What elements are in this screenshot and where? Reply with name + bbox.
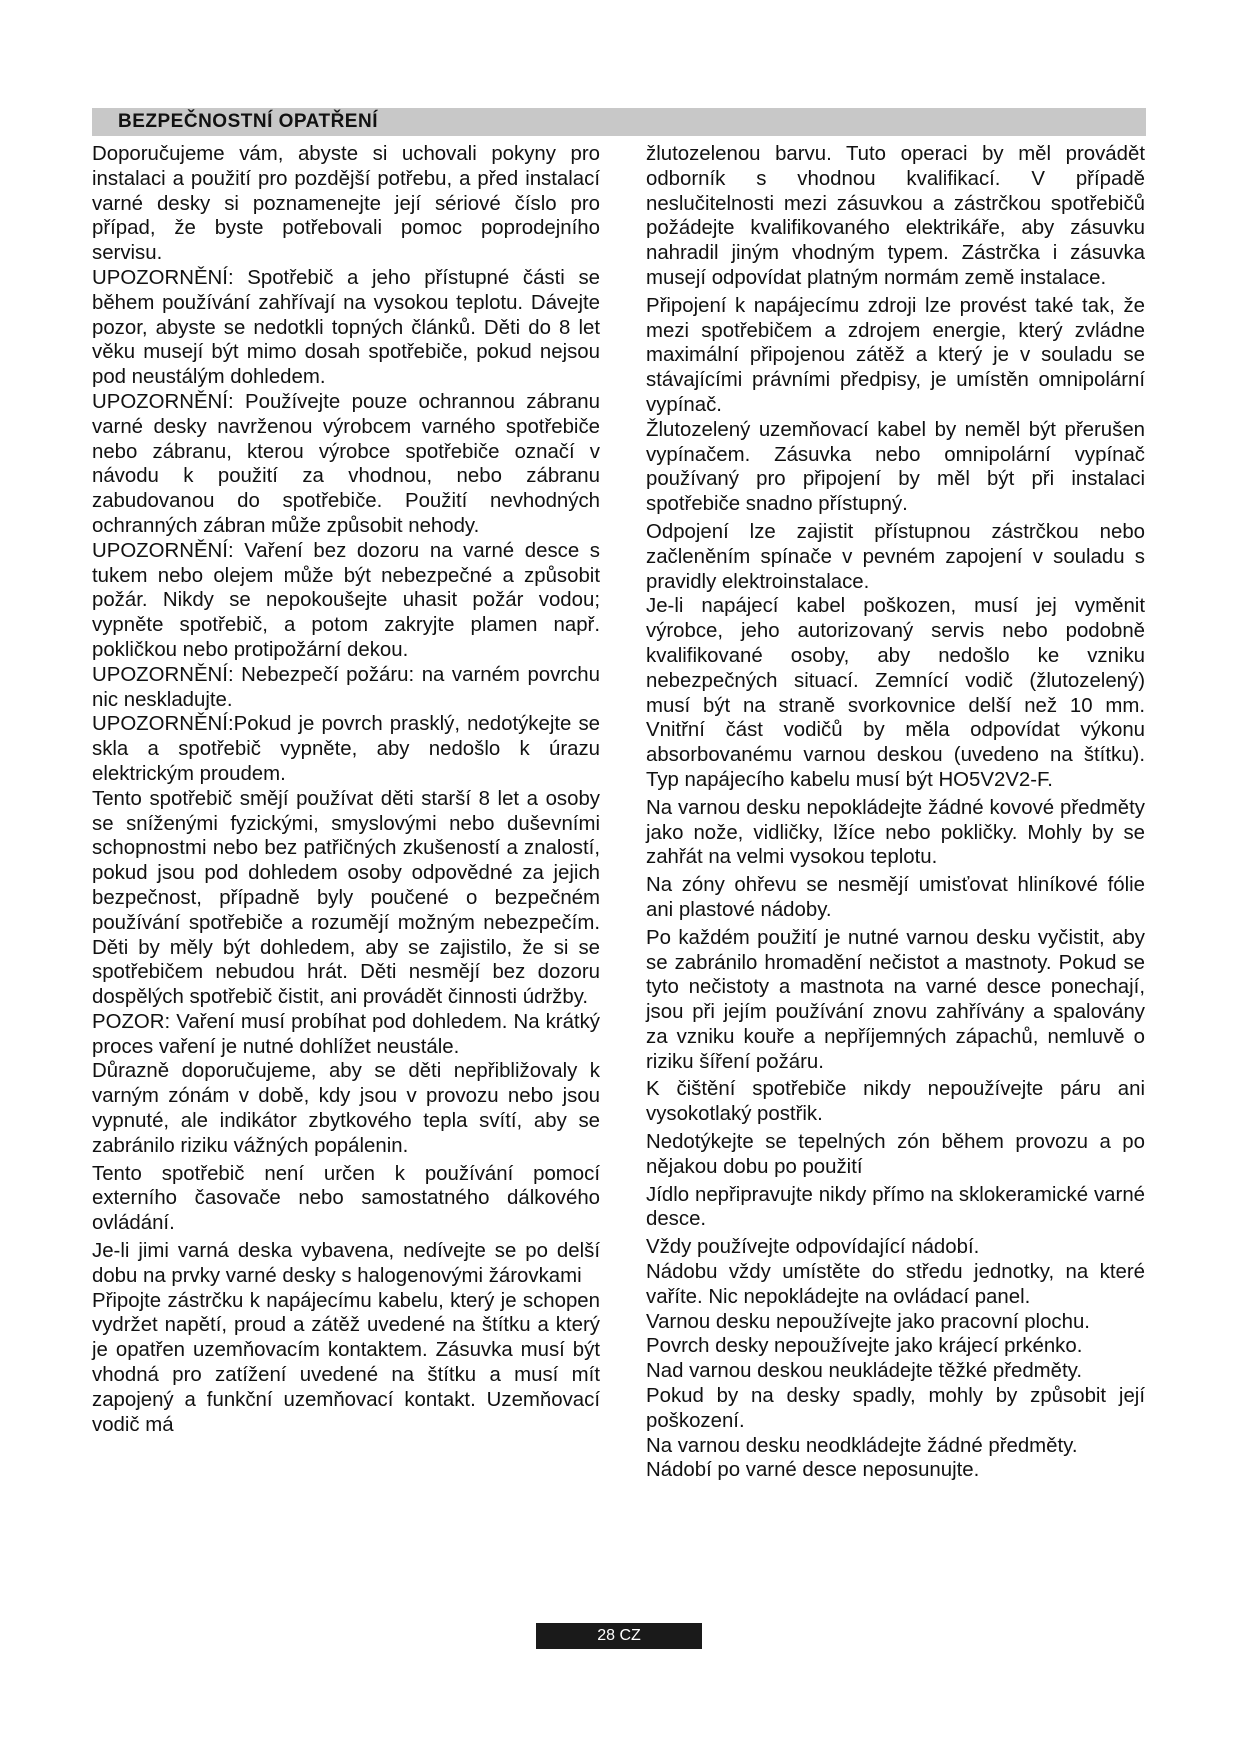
- paragraph: Žlutozelený uzemňovací kabel by neměl být přerušen vypínačem. Zásuvka nebo omnipolární vypínač používaný pro připojení by měl být při instalaci spotřebiče snadno přístupný.: [646, 418, 1145, 516]
- paragraph: Je-li jimi varná deska vybavena, nedívejte se po delší dobu na prvky varné desky s halogenovými žárovkami: [92, 1240, 600, 1287]
- section-header-bar: [92, 108, 1146, 136]
- paragraph: žlutozelenou barvu. Tuto operaci by měl provádět odborník s vhodnou kvalifikací. V případě neslučitelnosti mezi zásuvkou a zástrčkou spotřebičů požádejte kvalifikovaného elektrikáře, aby zásuvku nahradil jiným vhodným typem. Zástrčka i zásuvka musejí odpovídat platným normám země instalace.: [646, 143, 1145, 289]
- paragraph: UPOZORNĚNÍ: Spotřebič a jeho přístupné části se během používání zahřívají na vysokou teplotu. Dávejte pozor, abyste se nedotkli topných článků. Děti do 8 let věku musejí být mimo dosah spotřebiče, pokud nejsou pod neustálým dohledem.: [92, 266, 600, 389]
- paragraph: UPOZORNĚNÍ: Nebezpečí požáru: na varném povrchu nic neskladujte.: [92, 663, 600, 711]
- paragraph: Tento spotřebič smějí používat děti starší 8 let a osoby se sníženými fyzickými, smyslovými nebo duševními schopnostmi nebo bez patřičných zkušeností a znalostí, pokud jsou pod dohledem osoby odpovědné za jejich bezpečnost, případně byly poučené o bezpečném používání spotřebiče a rozumějí možným nebezpečím. Děti by měly být dohledem, aby se zajistilo, že si se spotřebičem nebudou hrát. Děti nesmějí bez dozoru dospělých spotřebič čistit, ani provádět činnosti údržby.: [92, 787, 600, 1009]
- paragraph: Na varnou desku nepokládejte žádné kovové předměty jako nože, vidličky, lžíce nebo pokličky. Mohly by se zahřát na velmi vysokou teplotu.: [646, 796, 1145, 869]
- paragraph: Jídlo nepřipravujte nikdy přímo na sklokeramické varné desce.: [646, 1183, 1145, 1231]
- paragraph: Důrazně doporučujeme, aby se děti nepřibližovaly k varným zónám v době, kdy jsou v provozu nebo jsou vypnuté, ale indikátor zbytkového tepla svítí, aby se zabránilo riziku vážných popálenin.: [92, 1060, 600, 1157]
- page-number-badge: 28 CZ: [536, 1623, 702, 1649]
- paragraph: Nad varnou deskou neukládejte těžké předměty.: [646, 1360, 1083, 1383]
- paragraph: K čištění spotřebiče nikdy nepoužívejte páru ani vysokotlaký postřik.: [646, 1078, 1145, 1126]
- paragraph: Po každém použití je nutné varnou desku vyčistit, aby se zabránilo hromadění nečistot a mastnoty. Pokud se tyto nečistoty a mastnota na varné desce ponechají, jsou při jejím používání znovu zahřívány a spalovány za vzniku kouře a nepříjemných zápachů, nemluvě o riziku šíření požáru.: [646, 926, 1145, 1073]
- paragraph: Povrch desky nepoužívejte jako krájecí prkénko.: [646, 1335, 1083, 1358]
- right-text-column: [646, 142, 1145, 1483]
- paragraph: Připojte zástrčku k napájecímu kabelu, který je schopen vydržet napětí, proud a zátěž uvedené na štítku a který je opatřen uzemňovacím kontaktem. Zásuvka musí být vhodná pro zatížení uvedené na štítku a musí mít zapojený a funkční uzemňovací kontakt. Uzemňovací vodič má: [92, 1289, 600, 1436]
- section-title: BEZPEČNOSTNÍ OPATŘENÍ: [118, 111, 378, 132]
- paragraph: UPOZORNĚNÍ: Používejte pouze ochrannou zábranu varné desky navrženou výrobcem varného spotřebiče nebo zábranu, kterou výrobce spotřebiče označí v návodu k použití za vhodnou, nebo zábranu zabudovanou do spotřebiče. Použití nevhodných ochranných zábran může způsobit nehody.: [92, 390, 600, 537]
- paragraph: Doporučujeme vám, abyste si uchovali pokyny pro instalaci a použití pro pozdější potřebu, a před instalací varné desky si poznamenejte její sériové číslo pro případ, že byste potřebovali pomoc poprodejního servisu.: [92, 143, 600, 265]
- paragraph: POZOR: Vaření musí probíhat pod dohledem. Na krátký proces vaření je nutné dohlížet neustále.: [92, 1010, 600, 1058]
- paragraph: Nedotýkejte se tepelných zón během provozu a po nějakou dobu po použití: [646, 1131, 1145, 1178]
- paragraph: Varnou desku nepoužívejte jako pracovní plochu.: [646, 1310, 1090, 1333]
- paragraph: Nádobu vždy umístěte do středu jednotky, na které vaříte. Nic nepokládejte na ovládací panel.: [646, 1261, 1145, 1308]
- left-text-column: [92, 142, 600, 1437]
- paragraph: Odpojení lze zajistit přístupnou zástrčkou nebo začleněním spínače v pevném zapojení v souladu s pravidly elektroinstalace.: [646, 520, 1145, 593]
- paragraph: Připojení k napájecímu zdroji lze provést také tak, že mezi spotřebičem a zdrojem energie, který zvládne maximální připojenou zátěž a který je v souladu se stávajícími právními předpisy, je umístěn omnipolární vypínač.: [646, 294, 1145, 416]
- paragraph: Vždy používejte odpovídající nádobí.: [646, 1236, 980, 1259]
- paragraph: Je-li napájecí kabel poškozen, musí jej vyměnit výrobce, jeho autorizovaný servis nebo podobně kvalifikované osoby, aby nedošlo ke vzniku nebezpečných situací. Zemnící vodič (žlutozelený) musí být na straně svorkovnice delší než 10 mm. Vnitřní část vodičů by měla odpovídat výkonu absorbovanému varnou deskou (uvedeno na štítku). Typ napájecího kabelu musí být HO5V2V2-F.: [646, 595, 1145, 791]
- paragraph: UPOZORNĚNÍ: Vaření bez dozoru na varné desce s tukem nebo olejem může být nebezpečné a způsobit požár. Nikdy se nepokoušejte uhasit požár vodou; vypněte spotřebič, a potom zakryjte plamen např. pokličkou nebo protipožární dekou.: [92, 539, 600, 661]
- paragraph: Na zóny ohřevu se nesmějí umisťovat hliníkové fólie ani plastové nádoby.: [646, 874, 1145, 921]
- paragraph: Nádobí po varné desce neposunujte.: [646, 1459, 980, 1482]
- paragraph: Tento spotřebič není určen k používání pomocí externího časovače nebo samostatného dálkového ovládání.: [92, 1162, 600, 1235]
- paragraph: Pokud by na desky spadly, mohly by způsobit její poškození.: [646, 1385, 1145, 1432]
- paragraph: Na varnou desku neodkládejte žádné předměty.: [646, 1434, 1078, 1457]
- paragraph: UPOZORNĚNÍ:Pokud je povrch prasklý, nedotýkejte se skla a spotřebič vypněte, aby nedošlo k úrazu elektrickým proudem.: [92, 713, 600, 785]
